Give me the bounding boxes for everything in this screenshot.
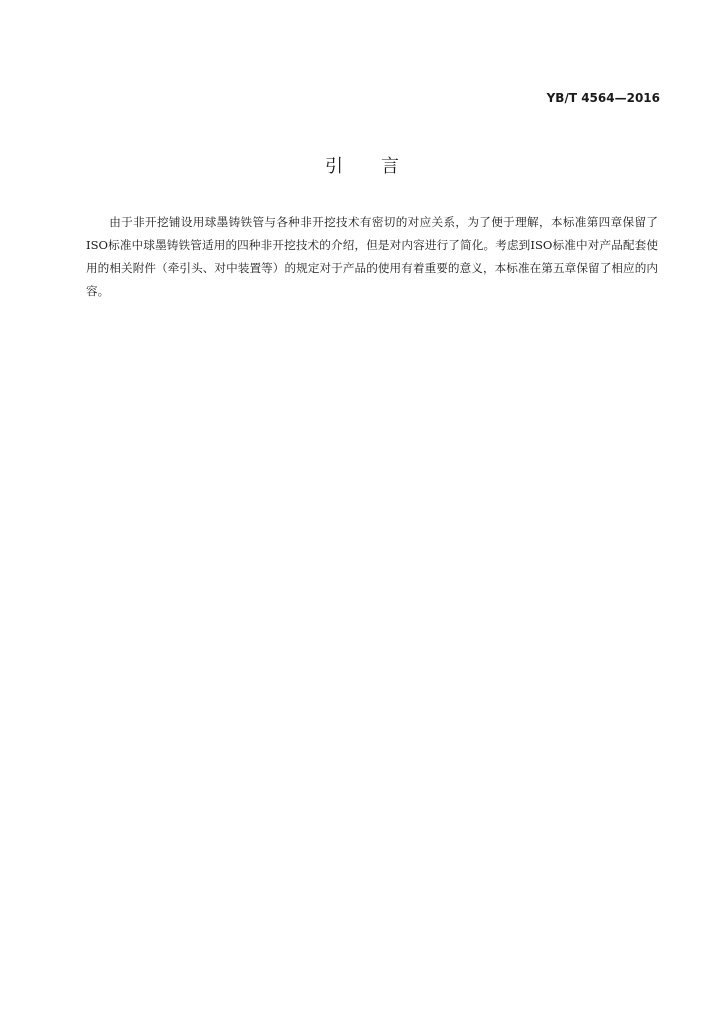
introduction-paragraph: 由于非开挖铺设用球墨铸铁管与各种非开挖技术有密切的对应关系，为了便于理解，本标准第四章保留了ISO标准中球墨铸铁管适用的四种非开挖技术的介绍，但是对内容进行了简化。考虑到ISO标准中对产品配套使用的相关附件（牵引头、对中装置等）的规定对于产品的使用有着重要的意义，本标准在第五章保留了相应的内容。 [86,215,658,298]
standard-code: YB/T 4564—2016 [546,91,660,105]
section-title: 引言 [325,156,437,177]
